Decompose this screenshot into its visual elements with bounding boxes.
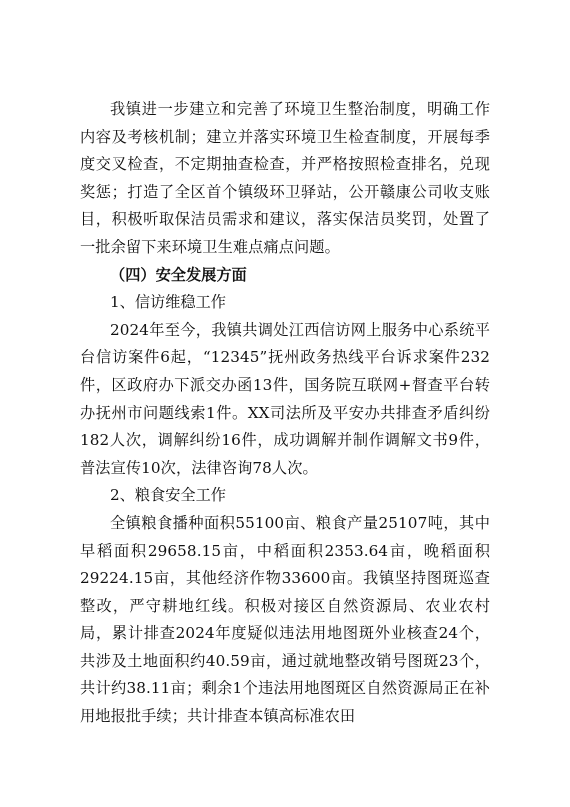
petition-paragraph: 2024年至今，我镇共调处江西信访网上服务中心系统平台信访案件6起，“12345”抚州政务热线平台诉求案件232件，区政府办下派交办函13件，国务院互联网+督查平台转办抚州市问题线索1件。XX司法所及平安办共排查矛盾纠纷182人次，调解纠纷16件，成功调解并制作调解文书9件，普法宣传10次，法律咨询78人次。 — [80, 320, 490, 477]
document-page — [80, 96, 490, 731]
subheading-grain: 2、粮食安全工作 — [110, 486, 226, 505]
section-heading-safety: （四）安全发展方面 — [110, 265, 247, 284]
subheading-petition: 1、信访维稳工作 — [110, 293, 226, 312]
environment-paragraph: 我镇进一步建立和完善了环境卫生整治制度，明确工作内容及考核机制；建立并落实环境卫生检查制度，开展每季度交叉检查，不定期抽查检查，并严格按照检查排名，兑现奖惩；打造了全区首个镇级环卫驿站，公开赣康公司收支账目，积极听取保洁员需求和建议，落实保洁员奖罚，处置了一批余留下来环境卫生难点痛点问题。 — [80, 100, 490, 256]
grain-paragraph: 全镇粮食播种面积55100亩、粮食产量25107吨，其中早稻面积29658.15亩，中稻面积2353.64亩，晚稻面积29224.15亩，其他经济作物33600亩。我镇坚持图斑巡查整改，严守耕地红线。积极对接区自然资源局、农业农村局，累计排查2024年度疑似违法用地图斑外业核查24个，共涉及土地面积约40.59亩，通过就地整改销号图斑23个，共计约38.11亩；剩余1个违法用地图斑区自然资源局正在补用地报批手续；共计排查本镇高标准农田 — [80, 513, 490, 726]
